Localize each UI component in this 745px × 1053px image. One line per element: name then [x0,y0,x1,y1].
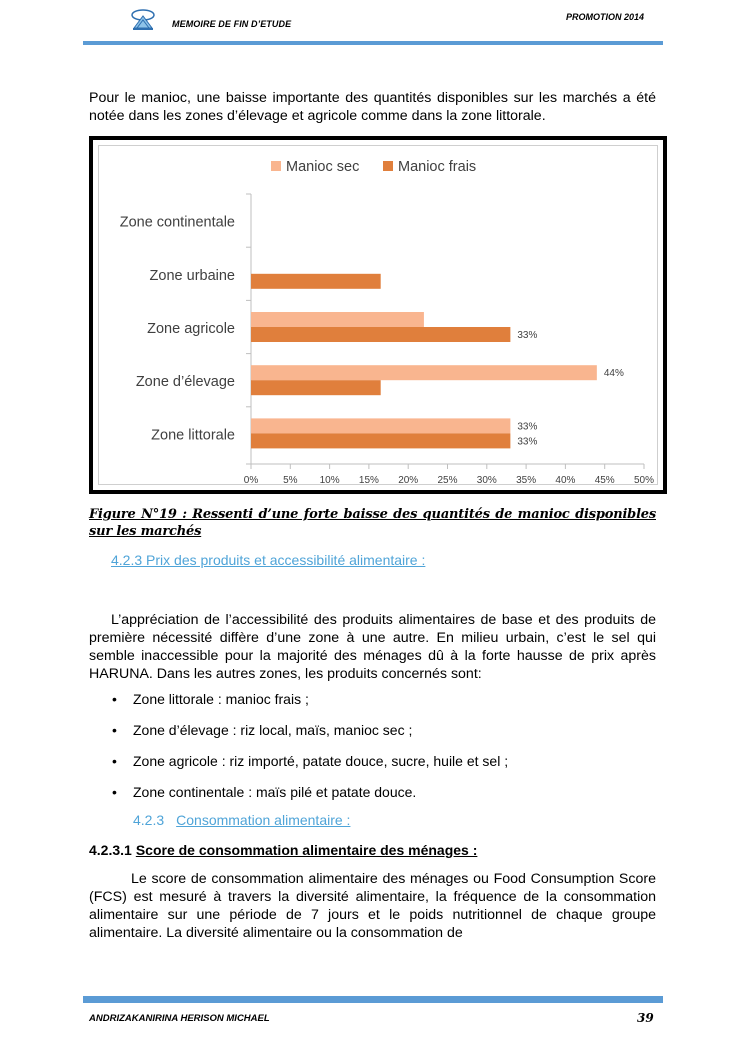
list-item-text: Zone agricole : riz importé, patate douce, sucre, huile et sel ; [133,753,509,769]
bullet-icon: • [112,753,117,769]
x-tick-label: 45% [594,475,615,486]
data-label: 44% [603,368,624,380]
x-tick-label: 0% [243,475,259,486]
x-tick-label: 15% [358,475,379,486]
header-promotion: PROMOTION 2014 [566,12,645,22]
bar-manioc-frais [251,380,381,395]
bar-manioc-frais [251,433,510,448]
bar-manioc-frais [251,327,510,342]
subsection-title[interactable]: Consommation alimentaire : [176,812,351,828]
x-tick-label: 20% [398,475,419,486]
list-item-text: Zone continentale : maïs pilé et patate douce. [133,784,417,800]
data-label: 33% [517,436,538,448]
score-paragraph: Le score de consommation alimentaire des ménages ou Food Consumption Score (FCS) est mesuré à travers la diversité alimentaire, la fréquence de la consommation alimentaire sur une période de 7 jours et le poids nutritionnel de chaque groupe alimentaire. La diversité alimentaire ou la consommation de [89,871,656,941]
x-tick-label: 5% [283,475,298,486]
score-heading-title: Score de consommation alimentaire des ménages : [135,842,478,858]
list-item [112,783,508,814]
list-item [112,721,508,752]
figure-frame [89,136,667,494]
bar-manioc-sec [251,365,597,380]
accessibility-paragraph: L’appréciation de l’accessibilité des produits alimentaires de base et des produits de première nécessité diffère d’une zone à une autre. En milieu urbain, c’est le sel qui semble inaccessible pour la majorité des ménages dû à la forte hausse de prix après HARUNA. Dans les autres zones, les produits concernés sont: [89,612,656,682]
x-tick-label: 35% [516,475,537,486]
bullet-icon: • [112,722,117,738]
bar-manioc-sec [251,418,510,433]
intro-paragraph: Pour le manioc, une baisse importante des quantités disponibles sur les marchés a été notée dans les zones d’élevage et agricole comme dans la zone littorale. [89,90,656,124]
bullet-icon: • [112,691,117,707]
institution-logo-icon [128,8,158,32]
bar-manioc-frais [251,274,381,289]
subsection-number: 4.2.3 [133,812,165,828]
score-heading [89,842,477,858]
footer-author: ANDRIZAKANIRINA HERISON MICHAEL [89,1013,270,1024]
list-item-text: Zone d’élevage : riz local, maïs, manioc sec ; [133,722,413,738]
x-tick-label: 40% [555,475,576,486]
y-tick-label: Zone littorale [151,427,235,444]
x-tick-label: 50% [633,475,655,486]
figure-caption: Figure N°19 : Ressenti d’une forte baisse des quantités de manioc disponibles sur les marchés [89,507,656,539]
section-link-prix[interactable]: 4.2.3 Prix des produits et accessibilité alimentaire : [111,552,426,568]
subsection-heading[interactable] [133,812,350,828]
bar-manioc-sec [251,312,424,327]
list-item [112,690,508,721]
bullet-icon: • [112,784,117,800]
y-tick-label: Zone agricole [147,321,235,337]
x-tick-label: 30% [476,475,497,486]
y-tick-label: Zone continentale [119,214,235,231]
manioc-chart [99,146,659,486]
header-divider [83,41,663,45]
header-title: MEMOIRE DE FIN D’ETUDE [172,19,292,29]
y-tick-label: Zone d’élevage [135,374,235,391]
page-number: 39 [637,1011,654,1025]
legend-label: Manioc frais [398,159,477,175]
data-label: 33% [517,421,538,433]
x-tick-label: 25% [437,475,458,486]
x-tick-label: 10% [319,475,340,486]
zone-product-list [112,690,508,814]
list-item [112,752,508,783]
footer-divider [83,996,663,1003]
score-heading-number: 4.2.3.1 [89,842,132,858]
y-tick-label: Zone urbaine [149,267,235,284]
chart-area [98,145,658,485]
list-item-text: Zone littorale : manioc frais ; [133,691,309,707]
legend-label: Manioc sec [286,159,360,175]
data-label: 33% [517,330,538,341]
legend-swatch-manioc-frais [383,161,393,171]
legend-swatch-manioc-sec [271,161,281,171]
